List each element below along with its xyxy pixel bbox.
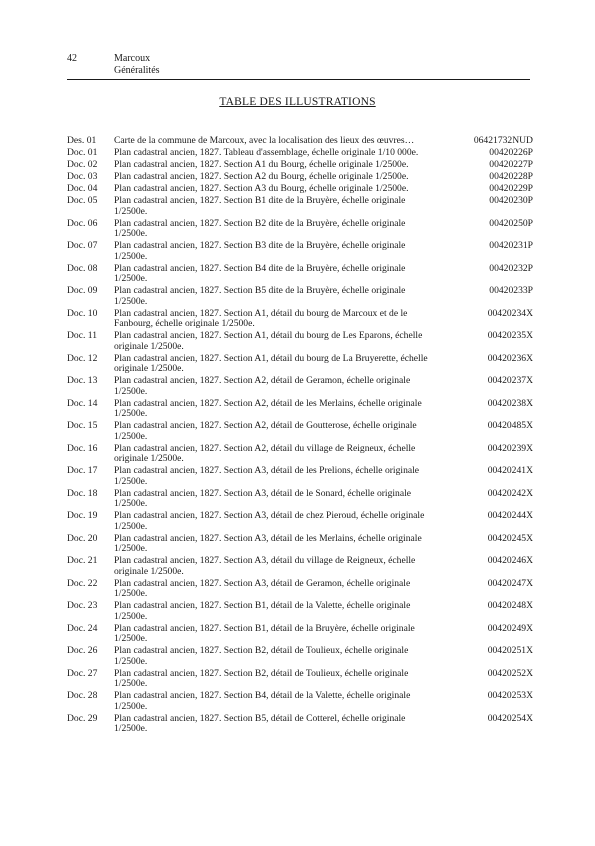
entry-code: 00420244X xyxy=(487,510,533,521)
entry-code: 00420230P xyxy=(489,195,533,206)
list-item xyxy=(67,184,533,195)
list-item xyxy=(67,444,533,465)
page-title: TABLE DES ILLUSTRATIONS xyxy=(219,96,376,108)
entry-description: Plan cadastral ancien, 1827. Section A1, détail du bourg de Marcoux et de le Fanbourg, échelle originale 1/2500e. xyxy=(114,307,408,329)
illustrations-list xyxy=(67,136,533,736)
entry-description: Plan cadastral ancien, 1827. Section B1, détail de la Valette, échelle originale 1/2500e. xyxy=(114,600,411,622)
header-divider xyxy=(67,79,530,80)
list-item xyxy=(67,286,533,307)
list-item xyxy=(67,714,533,735)
list-item xyxy=(67,241,533,262)
entry-description: Plan cadastral ancien, 1827. Section B5, détail de Cotterel, échelle originale 1/2500e. xyxy=(114,712,406,734)
entry-description: Plan cadastral ancien, 1827. Section B2, détail de Toulieux, échelle originale 1/2500e. xyxy=(114,645,409,667)
entry-code: 00420241X xyxy=(487,465,533,476)
list-item xyxy=(67,136,533,147)
entry-code: 00420233P xyxy=(489,285,533,296)
list-item xyxy=(67,489,533,510)
entry-ref: Doc. 23 xyxy=(67,600,98,611)
entry-ref: Doc. 09 xyxy=(67,285,98,296)
list-item xyxy=(67,148,533,159)
entry-ref: Doc. 24 xyxy=(67,622,98,634)
entry-code: 00420247X xyxy=(487,577,533,589)
list-item xyxy=(67,331,533,352)
list-item xyxy=(67,172,533,183)
entry-code: 00420254X xyxy=(487,712,533,724)
entry-code: 00420229P xyxy=(489,183,533,194)
entry-code: 00420238X xyxy=(487,397,533,409)
entry-ref: Doc. 07 xyxy=(67,240,98,251)
entry-description: Plan cadastral ancien, 1827. Section A3, détail de le Sonard, échelle originale 1/2500e. xyxy=(114,487,412,509)
list-item xyxy=(67,309,533,330)
entry-description: Plan cadastral ancien, 1827. Section A2, détail de Goutterose, échelle originale 1/2500e. xyxy=(114,420,417,442)
list-item xyxy=(67,556,533,577)
list-item xyxy=(67,624,533,645)
entry-code: 00420485X xyxy=(487,420,533,431)
entry-description: Plan cadastral ancien, 1827. Section B1 dite de la Bruyère, échelle originale 1/2500e. xyxy=(114,195,406,217)
entry-ref: Doc. 17 xyxy=(67,465,98,476)
entry-code: 00420232P xyxy=(489,262,533,274)
entry-ref: Doc. 11 xyxy=(67,330,98,341)
entry-description: Plan cadastral ancien, 1827. Section B2 dite de la Bruyère, échelle originale 1/2500e. xyxy=(114,217,406,239)
section-title: Généralités xyxy=(114,65,160,76)
entry-description: Plan cadastral ancien, 1827. Section A2, détail de Geramon, échelle originale 1/2500e. xyxy=(114,375,411,397)
entry-code: 00420227P xyxy=(489,159,533,170)
list-item xyxy=(67,579,533,600)
entry-ref: Doc. 18 xyxy=(67,487,98,499)
entry-code: 00420252X xyxy=(487,667,533,679)
entry-code: 00420245X xyxy=(487,532,533,544)
entry-code: 00420249X xyxy=(487,622,533,634)
entry-description: Plan cadastral ancien, 1827. Section A3, détail de les Prelions, échelle originale 1/2500e. xyxy=(114,465,420,487)
entry-ref: Doc. 29 xyxy=(67,712,98,724)
entry-code: 00420250P xyxy=(489,217,533,229)
list-item xyxy=(67,219,533,240)
entry-description: Plan cadastral ancien, 1827. Section A2, détail du village de Reigneux, échelle originale 1/2500e. xyxy=(114,442,416,464)
entry-code: 00420237X xyxy=(487,375,533,386)
entry-description: Carte de la commune de Marcoux, avec la localisation des lieux des œuvres… xyxy=(114,135,415,146)
entry-ref: Doc. 02 xyxy=(67,159,98,170)
list-item xyxy=(67,376,533,397)
list-item xyxy=(67,534,533,555)
entry-description: Plan cadastral ancien, 1827. Section B4 dite de la Bruyère, échelle originale 1/2500e. xyxy=(114,262,406,284)
entry-description: Plan cadastral ancien, 1827. Section A3, détail de Geramon, échelle originale 1/2500e. xyxy=(114,577,411,599)
entry-ref: Doc. 05 xyxy=(67,195,98,206)
entry-ref: Doc. 28 xyxy=(67,690,98,701)
entry-ref: Doc. 27 xyxy=(67,667,98,679)
entry-code: 06421732NUD xyxy=(473,135,533,146)
chapter-title: Marcoux xyxy=(114,53,151,64)
entry-description: Plan cadastral ancien, 1827. Section A3 du Bourg, échelle originale 1/2500e. xyxy=(114,183,409,194)
entry-ref: Doc. 03 xyxy=(67,171,98,182)
entry-ref: Des. 01 xyxy=(67,135,97,146)
entry-description: Plan cadastral ancien, 1827. Section B2, détail de Toulieux, échelle originale 1/2500e. xyxy=(114,667,409,689)
entry-ref: Doc. 21 xyxy=(67,555,98,566)
entry-ref: Doc. 15 xyxy=(67,420,98,431)
list-item xyxy=(67,511,533,532)
entry-description: Plan cadastral ancien, 1827. Section A3, détail de chez Pieroud, échelle originale 1/2500e. xyxy=(114,510,425,532)
entry-code: 00420236X xyxy=(487,352,533,364)
list-item xyxy=(67,160,533,171)
entry-code: 00420253X xyxy=(487,690,533,701)
entry-ref: Doc. 14 xyxy=(67,397,98,409)
list-item xyxy=(67,691,533,712)
list-item xyxy=(67,264,533,285)
entry-ref: Doc. 08 xyxy=(67,262,98,274)
list-item xyxy=(67,466,533,487)
entry-code: 00420246X xyxy=(487,555,533,566)
entry-code: 00420239X xyxy=(487,442,533,454)
list-item xyxy=(67,399,533,420)
entry-description: Plan cadastral ancien, 1827. Section A1, détail du bourg de Les Eparons, échelle originale 1/2500e. xyxy=(114,330,423,352)
entry-code: 00420231P xyxy=(489,240,533,251)
entry-description: Plan cadastral ancien, 1827. Section B5 dite de la Bruyère, échelle originale 1/2500e. xyxy=(114,285,406,307)
entry-ref: Doc. 06 xyxy=(67,217,98,229)
entry-description: Plan cadastral ancien, 1827. Section A2, détail de les Merlains, échelle originale 1/2500e. xyxy=(114,397,422,419)
list-item xyxy=(67,669,533,690)
entry-description: Plan cadastral ancien, 1827. Section B1, détail de la Bruyère, échelle originale 1/2500e. xyxy=(114,622,415,644)
entry-description: Plan cadastral ancien, 1827. Section A1 du Bourg, échelle originale 1/2500e. xyxy=(114,159,409,170)
entry-ref: Doc. 19 xyxy=(67,510,98,521)
entry-code: 00420226P xyxy=(489,147,533,158)
entry-ref: Doc. 20 xyxy=(67,532,98,544)
entry-ref: Doc. 26 xyxy=(67,645,98,656)
entry-description: Plan cadastral ancien, 1827. Section A1, détail du bourg de La Bruyerette, échelle originale 1/2500e. xyxy=(114,352,428,374)
entry-ref: Doc. 01 xyxy=(67,147,98,158)
entry-code: 00420251X xyxy=(487,645,533,656)
entry-code: 00420248X xyxy=(487,600,533,611)
page-number: 42 xyxy=(67,53,77,64)
entry-ref: Doc. 10 xyxy=(67,307,98,319)
entry-code: 00420242X xyxy=(487,487,533,499)
entry-code: 00420235X xyxy=(487,330,533,341)
entry-ref: Doc. 13 xyxy=(67,375,98,386)
entry-ref: Doc. 12 xyxy=(67,352,98,364)
list-item xyxy=(67,421,533,442)
list-item xyxy=(67,601,533,622)
entry-ref: Doc. 22 xyxy=(67,577,98,589)
entry-description: Plan cadastral ancien, 1827. Tableau d'assemblage, échelle originale 1/10 000e. xyxy=(114,147,419,158)
entry-code: 00420228P xyxy=(489,171,533,182)
entry-code: 00420234X xyxy=(487,307,533,319)
list-item xyxy=(67,196,533,217)
list-item xyxy=(67,646,533,667)
entry-description: Plan cadastral ancien, 1827. Section A3, détail du village de Reigneux, échelle originale 1/2500e. xyxy=(114,555,416,577)
entry-description: Plan cadastral ancien, 1827. Section A3, détail de les Merlains, échelle originale 1/2500e. xyxy=(114,532,422,554)
list-item xyxy=(67,354,533,375)
entry-description: Plan cadastral ancien, 1827. Section B3 dite de la Bruyère, échelle originale 1/2500e. xyxy=(114,240,406,262)
entry-description: Plan cadastral ancien, 1827. Section B4, détail de la Valette, échelle originale 1/2500e. xyxy=(114,690,411,712)
entry-description: Plan cadastral ancien, 1827. Section A2 du Bourg, échelle originale 1/2500e. xyxy=(114,171,409,182)
entry-ref: Doc. 04 xyxy=(67,183,98,194)
entry-ref: Doc. 16 xyxy=(67,442,98,454)
